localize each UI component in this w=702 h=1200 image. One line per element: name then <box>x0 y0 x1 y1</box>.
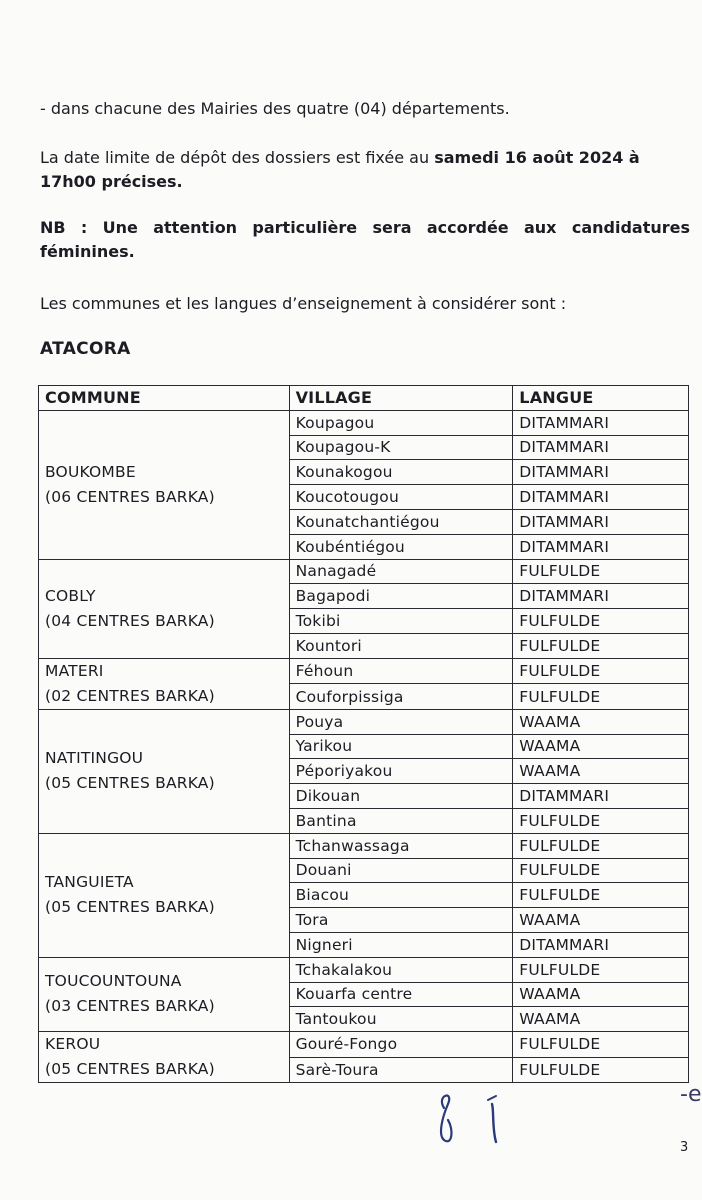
langue-cell: DITAMMARI <box>513 932 689 957</box>
village-cell: Kounatchantiégou <box>289 509 513 534</box>
langue-cell: WAAMA <box>513 759 689 784</box>
village-cell: Tokibi <box>289 609 513 634</box>
village-cell: Koupagou <box>289 410 513 435</box>
village-cell: Yarikou <box>289 734 513 759</box>
deadline-paragraph <box>40 146 690 194</box>
langue-cell: WAAMA <box>513 1007 689 1032</box>
header-commune: COMMUNE <box>39 386 290 411</box>
commune-centres: (03 CENTRES BARKA) <box>45 997 215 1016</box>
bullet-mairies: - dans chacune des Mairies des quatre (04) départements. <box>40 99 510 118</box>
header-village: VILLAGE <box>289 386 513 411</box>
village-cell: Kouarfa centre <box>289 982 513 1007</box>
commune-centres: (06 CENTRES BARKA) <box>45 487 215 506</box>
commune-name: TOUCOUNTOUNA <box>45 972 182 991</box>
langue-cell: DITAMMARI <box>513 584 689 609</box>
page-number: 3 <box>680 1140 689 1155</box>
commune-name: COBLY <box>45 586 96 605</box>
village-cell: Kounakogou <box>289 460 513 485</box>
village-cell: Nigneri <box>289 932 513 957</box>
village-cell: Kountori <box>289 633 513 658</box>
langue-cell: WAAMA <box>513 709 689 734</box>
village-cell: Tantoukou <box>289 1007 513 1032</box>
margin-mark: -e <box>680 1082 702 1107</box>
village-cell: Bagapodi <box>289 584 513 609</box>
langue-cell: DITAMMARI <box>513 784 689 809</box>
langue-cell: FULFULDE <box>513 1032 689 1058</box>
commune-centres: (02 CENTRES BARKA) <box>45 686 215 705</box>
langue-cell: WAAMA <box>513 908 689 933</box>
langue-cell: FULFULDE <box>513 609 689 634</box>
deadline-date: samedi 16 août 2024 à 17h00 précises. <box>40 148 640 191</box>
commune-cell <box>39 1032 290 1083</box>
langue-cell: FULFULDE <box>513 858 689 883</box>
village-cell: Couforpissiga <box>289 684 513 710</box>
commune-cell <box>39 658 290 709</box>
langue-cell: DITAMMARI <box>513 509 689 534</box>
commune-name: TANGUIETA <box>45 873 134 892</box>
deadline-prefix: La date limite de dépôt des dossiers est fixée au <box>40 148 435 167</box>
langue-cell: DITAMMARI <box>513 460 689 485</box>
village-cell: Pouya <box>289 709 513 734</box>
commune-cell <box>39 833 290 957</box>
table-row <box>39 410 689 435</box>
commune-name: NATITINGOU <box>45 749 144 768</box>
commune-name: BOUKOMBE <box>45 462 136 481</box>
village-cell: Koupagou-K <box>289 435 513 460</box>
commune-centres: (05 CENTRES BARKA) <box>45 774 215 793</box>
village-cell: Nanagadé <box>289 559 513 584</box>
langue-cell: FULFULDE <box>513 808 689 833</box>
commune-cell <box>39 559 290 658</box>
commune-centres: (05 CENTRES BARKA) <box>45 898 215 917</box>
commune-name: KEROU <box>45 1035 101 1054</box>
department-heading: ATACORA <box>40 339 131 359</box>
langue-cell: WAAMA <box>513 982 689 1007</box>
langue-cell: FULFULDE <box>513 559 689 584</box>
header-langue: LANGUE <box>513 386 689 411</box>
communes-table <box>38 385 689 1083</box>
village-cell: Biacou <box>289 883 513 908</box>
table-header-row <box>39 386 689 411</box>
village-cell: Bantina <box>289 808 513 833</box>
langue-cell: FULFULDE <box>513 833 689 858</box>
handwritten-initials <box>434 1090 524 1160</box>
communes-intro: Les communes et les langues d’enseignement à considérer sont : <box>40 294 567 313</box>
langue-cell: FULFULDE <box>513 1057 689 1083</box>
village-cell: Tchanwassaga <box>289 833 513 858</box>
langue-cell: DITAMMARI <box>513 435 689 460</box>
langue-cell: FULFULDE <box>513 658 689 684</box>
table-body <box>39 410 689 1082</box>
village-cell: Douani <box>289 858 513 883</box>
langue-cell: WAAMA <box>513 734 689 759</box>
langue-cell: FULFULDE <box>513 957 689 982</box>
langue-cell: DITAMMARI <box>513 485 689 510</box>
village-cell: Sarè-Toura <box>289 1057 513 1083</box>
table-row <box>39 957 689 982</box>
village-cell: Tora <box>289 908 513 933</box>
commune-cell <box>39 410 290 559</box>
langue-cell: FULFULDE <box>513 633 689 658</box>
village-cell: Féhoun <box>289 658 513 684</box>
langue-cell: FULFULDE <box>513 684 689 710</box>
commune-cell <box>39 709 290 833</box>
village-cell: Koucotougou <box>289 485 513 510</box>
commune-centres: (04 CENTRES BARKA) <box>45 611 215 630</box>
table-row <box>39 833 689 858</box>
commune-name: MATERI <box>45 661 104 680</box>
village-cell: Tchakalakou <box>289 957 513 982</box>
table-row <box>39 559 689 584</box>
langue-cell: FULFULDE <box>513 883 689 908</box>
langue-cell: DITAMMARI <box>513 534 689 559</box>
village-cell: Péporiyakou <box>289 759 513 784</box>
village-cell: Dikouan <box>289 784 513 809</box>
nb-note-text: NB : Une attention particulière sera accordée aux candidatures féminines. <box>40 218 690 261</box>
commune-centres: (05 CENTRES BARKA) <box>45 1060 215 1079</box>
table-row <box>39 709 689 734</box>
commune-cell <box>39 957 290 1031</box>
table-row <box>39 1032 689 1058</box>
nb-note <box>40 216 690 264</box>
table-row <box>39 658 689 684</box>
village-cell: Gouré-Fongo <box>289 1032 513 1058</box>
langue-cell: DITAMMARI <box>513 410 689 435</box>
village-cell: Koubéntiégou <box>289 534 513 559</box>
